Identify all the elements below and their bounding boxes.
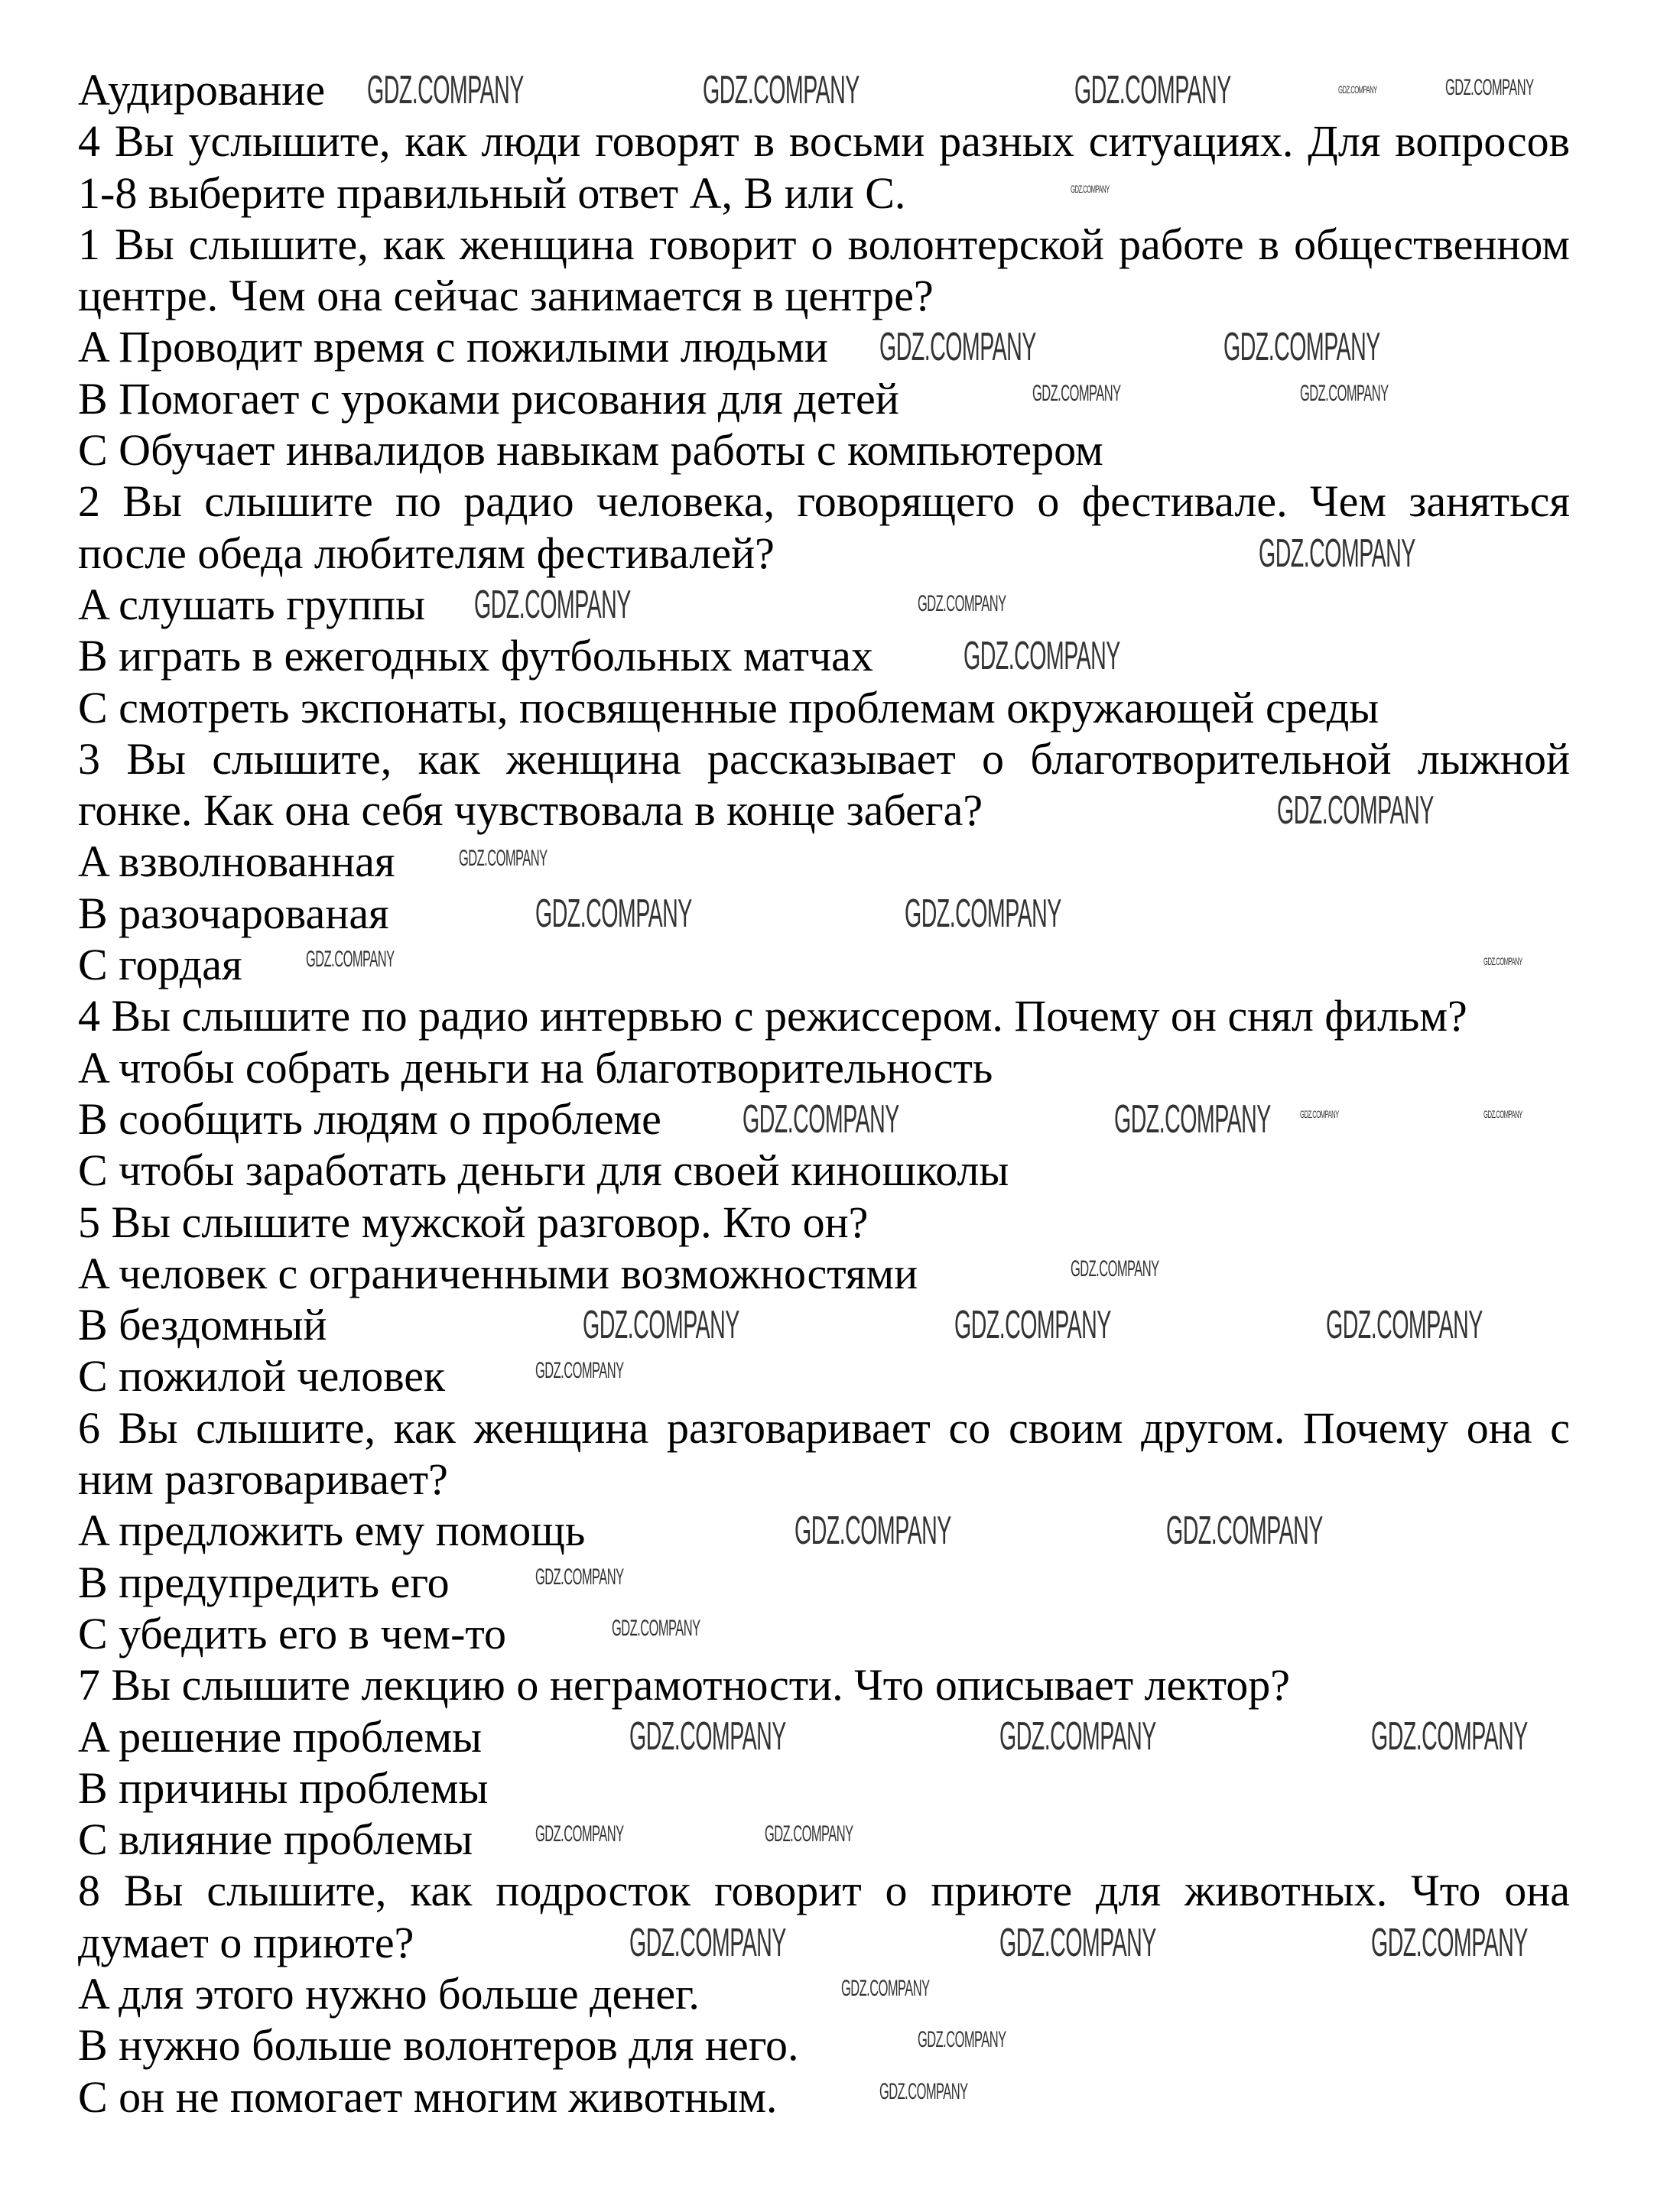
answer-option: A для этого нужно больше денег. xyxy=(78,1968,700,2019)
watermark: GDZ.COMPANY xyxy=(795,1509,951,1553)
watermark: GDZ.COMPANY xyxy=(954,1303,1111,1347)
watermark: GDZ.COMPANY xyxy=(535,1358,624,1383)
watermark: GDZ.COMPANY xyxy=(535,1821,624,1847)
watermark: GDZ.COMPANY xyxy=(583,1303,739,1347)
watermark: GDZ.COMPANY xyxy=(1074,68,1231,112)
watermark: GDZ.COMPANY xyxy=(765,1821,853,1847)
document-page xyxy=(78,64,1570,2123)
answer-option: C чтобы заработать деньги для своей киношколы xyxy=(78,1145,1009,1196)
watermark: GDZ.COMPANY xyxy=(459,846,548,871)
answer-option: B сообщить людям о проблеме xyxy=(78,1093,661,1144)
answer-option: A человек с ограниченными возможностями xyxy=(78,1248,918,1298)
watermark: GDZ.COMPANY xyxy=(1071,183,1110,195)
question-6: 6 Вы слышите, как женщина разговаривает со своим другом. Почему она с xyxy=(78,1402,1570,1453)
watermark: GDZ.COMPANY xyxy=(306,947,395,972)
task-instruction: 4 Вы услышите, как люди говорят в восьми разных ситуациях. Для вопросов xyxy=(78,116,1570,167)
answer-option: A слушать группы xyxy=(78,579,426,629)
watermark: GDZ.COMPANY xyxy=(1483,955,1522,967)
question-4: 4 Вы слышите по радио интервью с режиссером. Почему он снял фильм? xyxy=(78,991,1467,1041)
watermark: GDZ.COMPANY xyxy=(1483,1108,1522,1120)
watermark: GDZ.COMPANY xyxy=(999,1714,1156,1759)
watermark: GDZ.COMPANY xyxy=(1071,1256,1159,1282)
answer-option: B играть в ежегодных футбольных матчах xyxy=(78,631,873,681)
watermark: GDZ.COMPANY xyxy=(1371,1714,1528,1759)
watermark: GDZ.COMPANY xyxy=(703,68,859,112)
question-3: 3 Вы слышите, как женщина рассказывает о благотворительной лыжной xyxy=(78,733,1570,784)
watermark: GDZ.COMPANY xyxy=(879,325,1036,369)
answer-option: C Обучает инвалидов навыкам работы с компьютером xyxy=(78,425,1103,476)
answer-option: B причины проблемы xyxy=(78,1762,489,1813)
watermark: GDZ.COMPANY xyxy=(1032,381,1121,406)
watermark: GDZ.COMPANY xyxy=(1326,1303,1483,1347)
watermark: GDZ.COMPANY xyxy=(1259,531,1415,576)
watermark: GDZ.COMPANY xyxy=(879,2079,968,2104)
task-instruction: 1-8 выберите правильный ответ A, B или C. xyxy=(78,167,906,218)
answer-option: C пожилой человек xyxy=(78,1351,446,1402)
watermark: GDZ.COMPANY xyxy=(905,892,1061,936)
question-8: думает о приюте? xyxy=(78,1917,414,1967)
watermark: GDZ.COMPANY xyxy=(367,68,524,112)
question-7: 7 Вы слышите лекцию о неграмотности. Что описывает лектор? xyxy=(78,1660,1291,1710)
answer-option: B нужно больше волонтеров для него. xyxy=(78,2020,799,2071)
watermark: GDZ.COMPANY xyxy=(1277,788,1434,833)
question-6: ним разговаривает? xyxy=(78,1454,448,1505)
watermark: GDZ.COMPANY xyxy=(629,1921,786,1965)
watermark: GDZ.COMPANY xyxy=(1223,325,1380,369)
watermark: GDZ.COMPANY xyxy=(743,1097,899,1142)
question-2: 2 Вы слышите по радио человека, говорящего о фестивале. Чем заняться xyxy=(78,476,1570,527)
watermark: GDZ.COMPANY xyxy=(474,583,631,627)
watermark: GDZ.COMPANY xyxy=(841,1976,930,2001)
watermark: GDZ.COMPANY xyxy=(535,1564,624,1590)
answer-option: A взволнованная xyxy=(78,836,395,887)
watermark: GDZ.COMPANY xyxy=(1371,1921,1528,1965)
question-5: 5 Вы слышите мужской разговор. Кто он? xyxy=(78,1197,869,1247)
answer-option: C смотреть экспонаты, посвященные проблемам окружающей среды xyxy=(78,682,1379,733)
answer-option: C он не помогает многим животным. xyxy=(78,2071,778,2122)
question-1: 1 Вы слышите, как женщина говорит о волонтерской работе в общественном xyxy=(78,219,1570,269)
answer-option: C гордая xyxy=(78,940,242,990)
question-1: центре. Чем она сейчас занимается в центре? xyxy=(78,271,934,321)
answer-option: A чтобы собрать деньги на благотворительность xyxy=(78,1042,993,1093)
answer-option: C убедить его в чем-то xyxy=(78,1608,506,1658)
watermark: GDZ.COMPANY xyxy=(1300,381,1389,406)
answer-option: B бездомный xyxy=(78,1300,327,1350)
watermark: GDZ.COMPANY xyxy=(1166,1509,1323,1553)
watermark: GDZ.COMPANY xyxy=(629,1714,786,1759)
answer-option: C влияние проблемы xyxy=(78,1814,473,1865)
watermark: GDZ.COMPANY xyxy=(1338,83,1377,96)
answer-option: B Помогает с уроками рисования для детей xyxy=(78,373,899,424)
section-title: Аудирование xyxy=(78,65,326,115)
question-2: после обеда любителям фестивалей? xyxy=(78,528,775,578)
watermark: GDZ.COMPANY xyxy=(1445,75,1534,100)
watermark: GDZ.COMPANY xyxy=(535,892,692,936)
question-3: гонке. Как она себя чувствовала в конце забега? xyxy=(78,785,983,836)
answer-option: B предупредить его xyxy=(78,1557,450,1607)
watermark: GDZ.COMPANY xyxy=(918,591,1006,616)
watermark: GDZ.COMPANY xyxy=(999,1921,1156,1965)
answer-option: B разочарованая xyxy=(78,888,389,938)
answer-option: A предложить ему помощь xyxy=(78,1506,586,1556)
watermark: GDZ.COMPANY xyxy=(1114,1097,1271,1142)
watermark: GDZ.COMPANY xyxy=(612,1616,700,1641)
watermark: GDZ.COMPANY xyxy=(1300,1108,1339,1120)
answer-option: A Проводит время с пожилыми людьми xyxy=(78,322,828,372)
answer-option: A решение проблемы xyxy=(78,1711,483,1762)
question-8: 8 Вы слышите, как подросток говорит о приюте для животных. Что она xyxy=(78,1866,1570,1916)
watermark: GDZ.COMPANY xyxy=(963,634,1120,678)
watermark: GDZ.COMPANY xyxy=(918,2027,1006,2052)
